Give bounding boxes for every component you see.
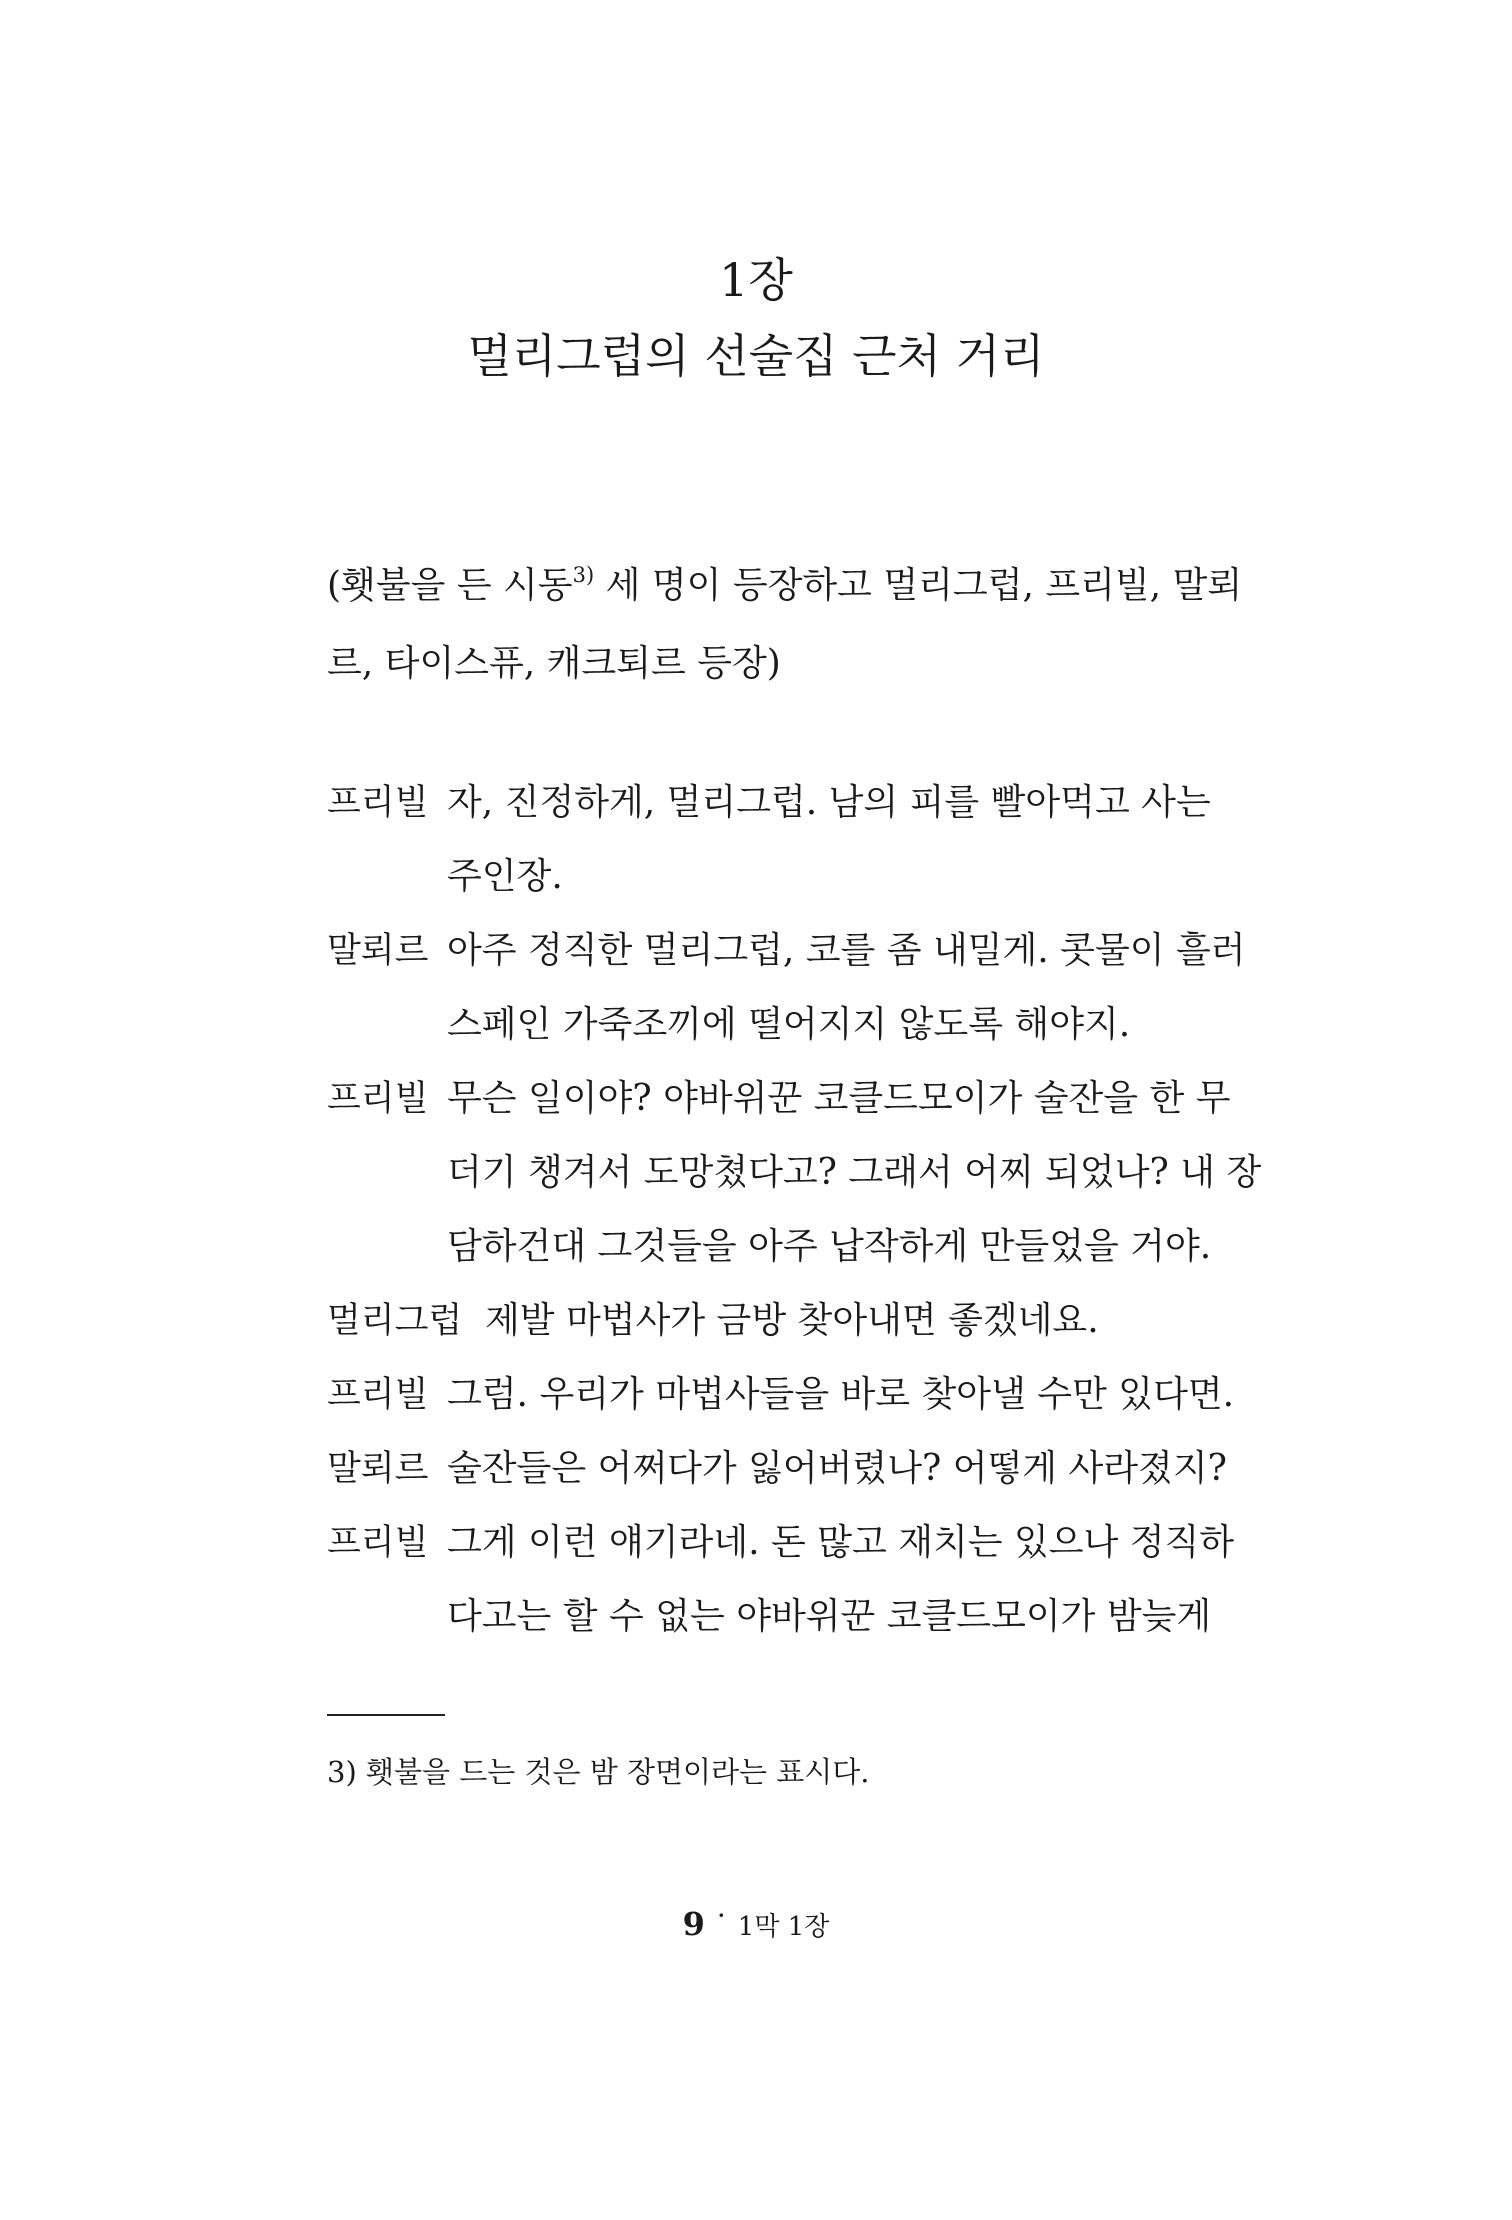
speech-line: 그게 이런 얘기라네. 돈 많고 재치는 있으나 정직하 [447, 1522, 1235, 1563]
speech-text [327, 1062, 1262, 1284]
speaker-name: 멀리그럽 [327, 1301, 463, 1341]
speech-line: 다고는 할 수 없는 야바위꾼 코클드모이가 밤늦게 [447, 1596, 1212, 1637]
dialogue-line [327, 1358, 1262, 1432]
dialogue-line [327, 1062, 1262, 1284]
speech-line: 술잔들은 어쩌다가 잃어버렸나? 어떻게 사라졌지? [447, 1448, 1227, 1489]
dialogue-line [327, 1284, 1262, 1358]
dialogue-line [327, 766, 1262, 914]
speech-line: 주인장. [447, 856, 563, 897]
speaker-name: 프리빌 [327, 783, 429, 823]
chapter-title: 멀리그럽의 선술집 근처 거리 [467, 329, 1045, 383]
footer-separator: · [716, 1899, 726, 1932]
speech-text [327, 1284, 1262, 1358]
page-footer [0, 1899, 1512, 1947]
speech-line: 무슨 일이야? 야바위꾼 코클드모이가 술잔을 한 무 [447, 1078, 1231, 1119]
chapter-number: 1장 [719, 253, 793, 307]
dialogue-line [327, 914, 1262, 1062]
speech-line: 더기 챙겨서 도망쳤다고? 그래서 어찌 되었나? 내 장 [447, 1152, 1262, 1193]
dialogue-line [327, 1506, 1262, 1654]
speaker-name: 프리빌 [327, 1523, 429, 1563]
speech-text [327, 766, 1262, 914]
speech-line: 그럼. 우리가 마법사들을 바로 찾아낼 수만 있다면. [447, 1374, 1235, 1415]
speech-line: 자, 진정하게, 멀리그럽. 남의 피를 빨아먹고 사는 [447, 782, 1211, 823]
speaker-name: 말뢰르 [327, 931, 429, 971]
footnote: 3) 횃불을 드는 것은 밤 장면이라는 표시다. [327, 1755, 870, 1789]
running-head: 1막 1장 [737, 1912, 830, 1942]
speech-text [327, 1432, 1262, 1506]
stage-direction-text-end: 세 명이 등장하고 멀리그럽, 프리빌, 말뢰르, 타이스퓨, 캐크퇴르 등장) [327, 565, 1243, 684]
dialogue-block [327, 766, 1262, 1654]
footnote-divider [327, 1714, 445, 1716]
speaker-name: 프리빌 [327, 1079, 429, 1119]
stage-direction-text-start: (횃불을 든 시동 [327, 565, 573, 606]
speech-line: 스페인 가죽조끼에 떨어지지 않도록 해야지. [447, 1004, 1131, 1045]
footnote-reference: 3) [572, 563, 595, 587]
stage-direction [327, 547, 1262, 703]
page-number: 9 [682, 1905, 705, 1943]
speech-text [327, 914, 1262, 1062]
speech-line: 제발 마법사가 금방 찾아내면 좋겠네요. [485, 1300, 1099, 1341]
dialogue-line [327, 1432, 1262, 1506]
speech-line: 아주 정직한 멀리그럽, 코를 좀 내밀게. 콧물이 흘러 [447, 930, 1246, 971]
speech-line: 담하건대 그것들을 아주 납작하게 만들었을 거야. [447, 1226, 1212, 1267]
speaker-name: 프리빌 [327, 1375, 429, 1415]
speech-text [327, 1358, 1262, 1432]
speaker-name: 말뢰르 [327, 1449, 429, 1489]
speech-text [327, 1506, 1262, 1654]
